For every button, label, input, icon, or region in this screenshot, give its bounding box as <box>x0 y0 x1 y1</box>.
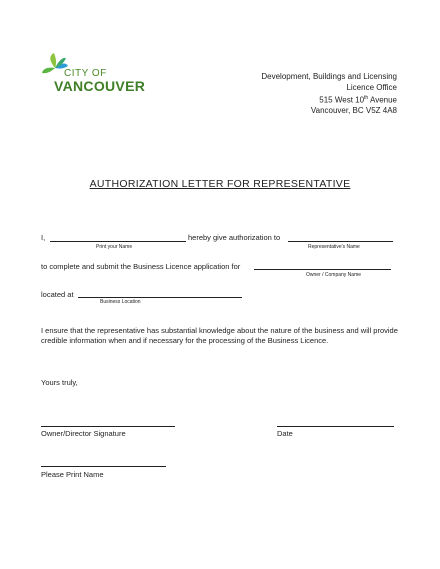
hereby-text: hereby give authorization to <box>188 233 281 242</box>
address-line1: Development, Buildings and Licensing <box>261 72 397 81</box>
body-paragraph: I ensure that the representative has substantial knowledge about the nature of the business and will provide credible information when and if necessary for the processing of the Business Licence. <box>41 326 398 345</box>
print-name-field[interactable] <box>50 241 186 242</box>
owner-company-field[interactable] <box>254 269 391 270</box>
signature-label: Owner/Director Signature <box>41 429 126 438</box>
representative-name-caption: Representative's Name <box>308 244 360 250</box>
i-label: I, <box>41 233 46 242</box>
complete-text: to complete and submit the Business Licence application for <box>41 262 241 271</box>
representative-name-field[interactable] <box>288 241 393 242</box>
address-line2: Licence Office <box>346 82 397 92</box>
print-name-caption: Print your Name <box>96 244 133 250</box>
date-label: Date <box>277 429 293 438</box>
closing-text: Yours truly, <box>41 378 78 387</box>
print-name-signature-field[interactable] <box>41 466 166 467</box>
business-location-caption: Business Location <box>100 299 141 305</box>
signature-field[interactable] <box>41 426 175 427</box>
business-location-field[interactable] <box>78 297 242 298</box>
document-title: AUTHORIZATION LETTER FOR REPRESENTATIVE <box>89 178 351 190</box>
office-address <box>197 72 397 117</box>
logo-line1: CITY OF <box>64 68 107 79</box>
please-print-name-label: Please Print Name <box>41 470 104 479</box>
date-field[interactable] <box>277 426 394 427</box>
city-logo <box>38 50 148 95</box>
logo-line2: VANCOUVER <box>54 78 146 94</box>
address-line4: Vancouver, BC V5Z 4A8 <box>310 106 397 116</box>
owner-company-caption: Owner / Company Name <box>306 272 362 278</box>
located-text: located at <box>41 290 74 299</box>
address-line3: 515 West 10th Avenue <box>319 95 397 105</box>
